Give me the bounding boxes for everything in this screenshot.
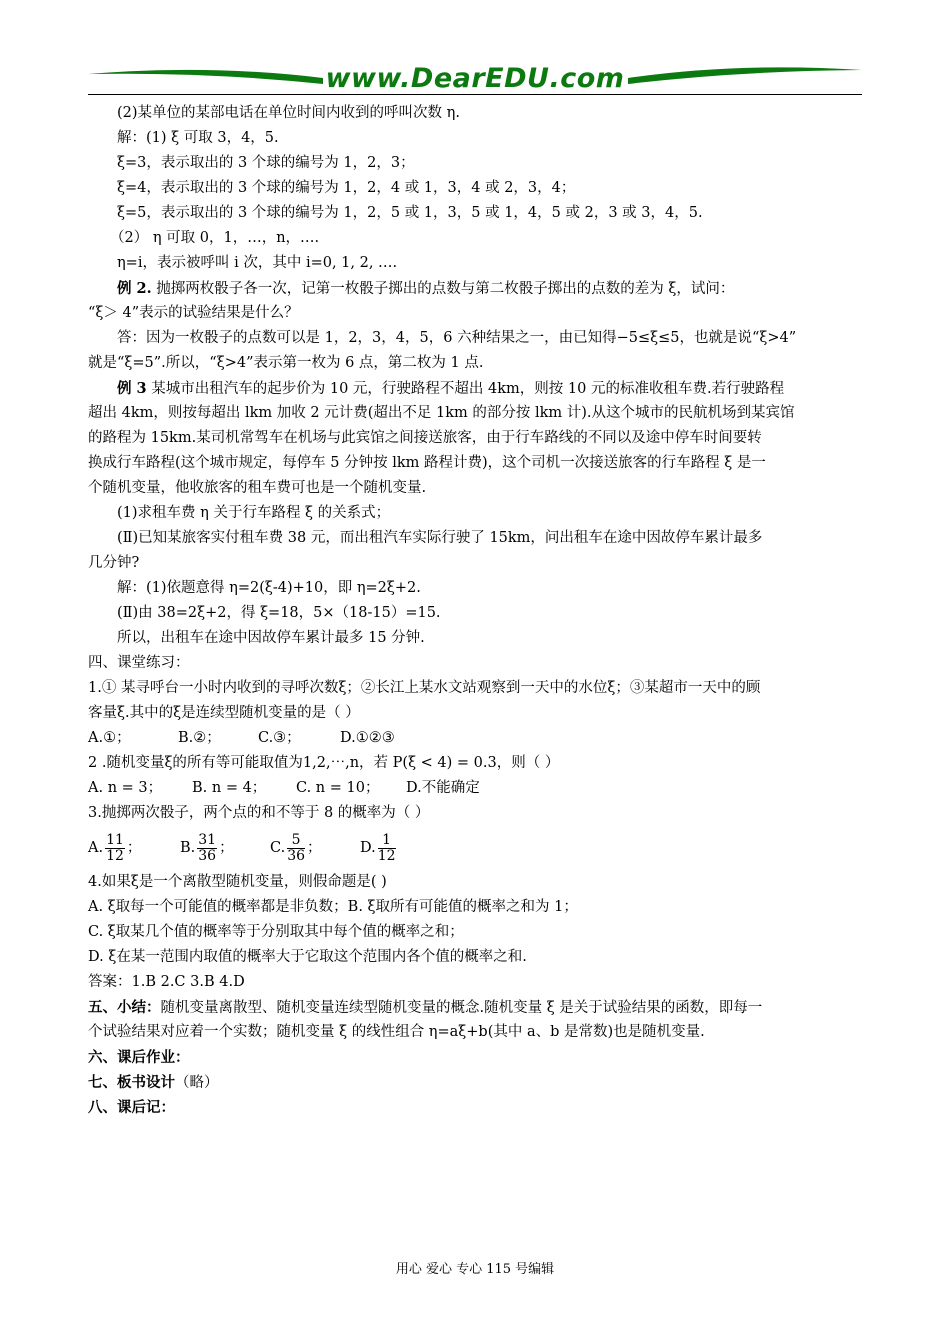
question-3: 3.抛掷两次骰子，两个点的和不等于 8 的概率为（ ）: [88, 805, 430, 821]
question-1-options: [88, 726, 862, 751]
text-line: 解：(1) ξ 可取 3，4，5.: [117, 130, 279, 146]
fraction: $\frac{1}{12}$: [377, 831, 396, 864]
text-line: 答：因为一枚骰子的点数可以是 1，2，3，4，5，6 六种结果之一，由已知得−5≤ξ≤5，也就是说“ξ>4”: [117, 330, 797, 346]
option: A. $\frac{11}{12}$ ；: [88, 831, 142, 864]
text-line: ξ=5，表示取出的 3 个球的编号为 1，2，5 或 1，3，5 或 1，4，5 或 2，3 或 3，4，5.: [117, 205, 703, 221]
example-2-line: [88, 276, 862, 301]
example-text: 某城市出租汽车的起步价为 10 元，行驶路程不超出 4km，则按 10 元的标准收租车费.若行驶路程: [151, 381, 785, 397]
example-label: 例 2.: [117, 280, 152, 297]
site-logo[interactable]: www.DearEDU.com: [325, 63, 625, 94]
text-line: C. ξ取某几个值的概率等于分别取其中每个值的概率之和；: [88, 924, 464, 940]
option: C. n = 10；: [296, 780, 380, 796]
question-2: 2 .随机变量ξ的所有等可能取值为1,2,⋯,n，若 P(ξ < 4) = 0.3，则（ ）: [88, 755, 560, 771]
section-heading: 七、板书设计: [88, 1074, 175, 1091]
text-line: ξ=3，表示取出的 3 个球的编号为 1，2，3；: [117, 155, 415, 171]
option: A.①；: [88, 730, 131, 746]
text-line: 解：(1)依题意得 η=2(ξ-4)+10，即 η=2ξ+2.: [117, 580, 421, 596]
example-3-line: [88, 376, 862, 401]
fraction: $\frac{31}{36}$: [198, 831, 217, 864]
summary-line: [88, 995, 862, 1020]
option: A. n = 3；: [88, 780, 163, 796]
text-line: (Ⅱ)已知某旅客实付租车费 38 元，而出租汽车实际行驶了 15km，问出租车在途中因故停车累计最多: [117, 530, 763, 546]
text-line: A. ξ取每一个可能值的概率都是非负数；B. ξ取所有可能值的概率之和为 1；: [88, 899, 578, 915]
example-label: 例 3: [117, 380, 147, 397]
answers-line: 答案：1.B 2.C 3.B 4.D: [88, 974, 245, 990]
option: C.③；: [258, 730, 301, 746]
text-line: 换成行车路程(这个城市规定，每停车 5 分钟按 lkm 路程计费)，这个司机一次接送旅客的行车路程 ξ 是一: [88, 455, 766, 471]
example-text: 抛掷两枚骰子各一次，记第一枚骰子掷出的点数与第二枚骰子掷出的点数的差为 ξ，试问：: [156, 281, 735, 297]
text-line: η=i，表示被呼叫 i 次，其中 i=0, 1, 2, ….: [117, 255, 398, 271]
section-heading: 四、课堂练习：: [88, 655, 190, 671]
summary-text: 随机变量离散型、随机变量连续型随机变量的概念.随机变量 ξ 是关于试验结果的函数，即每一: [160, 1000, 763, 1016]
text-line: 几分钟?: [88, 555, 140, 571]
question-2-options: [88, 776, 862, 801]
question-3-options: [88, 826, 862, 870]
text-line: 客量ξ.其中的ξ是连续型随机变量的是（ ）: [88, 705, 360, 721]
site-header-banner: [88, 62, 862, 96]
board-design-line: [88, 1070, 862, 1095]
header-rule: [88, 94, 862, 95]
option: D. $\frac{1}{12}$: [360, 831, 396, 864]
text-line: D. ξ在某一范围内取值的概率大于它取这个范围内各个值的概率之和.: [88, 949, 527, 965]
text-line: (1)求租车费 η 关于行车路程 ξ 的关系式；: [117, 505, 391, 521]
question-1: 1.① 某寻呼台一小时内收到的寻呼次数ξ；②长江上某水文站观察到一天中的水位ξ；③某超市一天中的顾: [88, 680, 761, 696]
section-heading: 五、小结：: [88, 999, 161, 1016]
option: D.不能确定: [406, 780, 480, 796]
text-line: ξ=4，表示取出的 3 个球的编号为 1，2，4 或 1，3，4 或 2，3，4；: [117, 180, 576, 196]
text-line: “ξ＞ 4”表示的试验结果是什么？: [88, 305, 299, 321]
option: B. n = 4；: [192, 780, 267, 796]
text-line: 就是“ξ=5”.所以，“ξ>4”表示第一枚为 6 点，第二枚为 1 点.: [88, 355, 484, 371]
question-4: 4.如果ξ是一个离散型随机变量，则假命题是( ): [88, 874, 387, 890]
text-line: 的路程为 15km.某司机常驾车在机场与此宾馆之间接送旅客，由于行车路线的不同以及途中停车时间要转: [88, 430, 762, 446]
option: B.②；: [178, 730, 221, 746]
option: D.①②③: [340, 730, 395, 746]
text-line: 个试验结果对应着一个实数；随机变量 ξ 的线性组合 η=aξ+b(其中 a、b 是常数)也是随机变量.: [88, 1024, 705, 1040]
document-body: [88, 101, 862, 1120]
text-line: (Ⅱ)由 38=2ξ+2，得 ξ=18，5×（18-15）=15.: [117, 605, 441, 621]
text-line: 个随机变量，他收旅客的租车费可也是一个随机变量.: [88, 480, 427, 496]
fraction: $\frac{11}{12}$: [106, 831, 124, 864]
text-line: 所以，出租车在途中因故停车累计最多 15 分钟.: [117, 630, 425, 646]
section-heading: 八、课后记：: [88, 1099, 175, 1116]
text-span: （略）: [175, 1075, 219, 1091]
text-line: 超出 4km，则按每超出 lkm 加收 2 元计费(超出不足 1km 的部分按 lkm 计).从这个城市的民航机场到某宾馆: [88, 405, 795, 421]
page-footer: 用心 爱心 专心 115 号编辑: [395, 1262, 555, 1277]
option: C. $\frac{5}{36}$ ；: [270, 831, 322, 864]
fraction: $\frac{5}{36}$: [287, 831, 306, 864]
option: B. $\frac{31}{36}$ ；: [180, 831, 234, 864]
section-heading: 六、课后作业：: [88, 1049, 190, 1066]
text-line: (2)某单位的某部电话在单位时间内收到的呼叫次数 η.: [117, 105, 460, 121]
text-line: （2） η 可取 0，1，…，n，….: [110, 230, 320, 246]
